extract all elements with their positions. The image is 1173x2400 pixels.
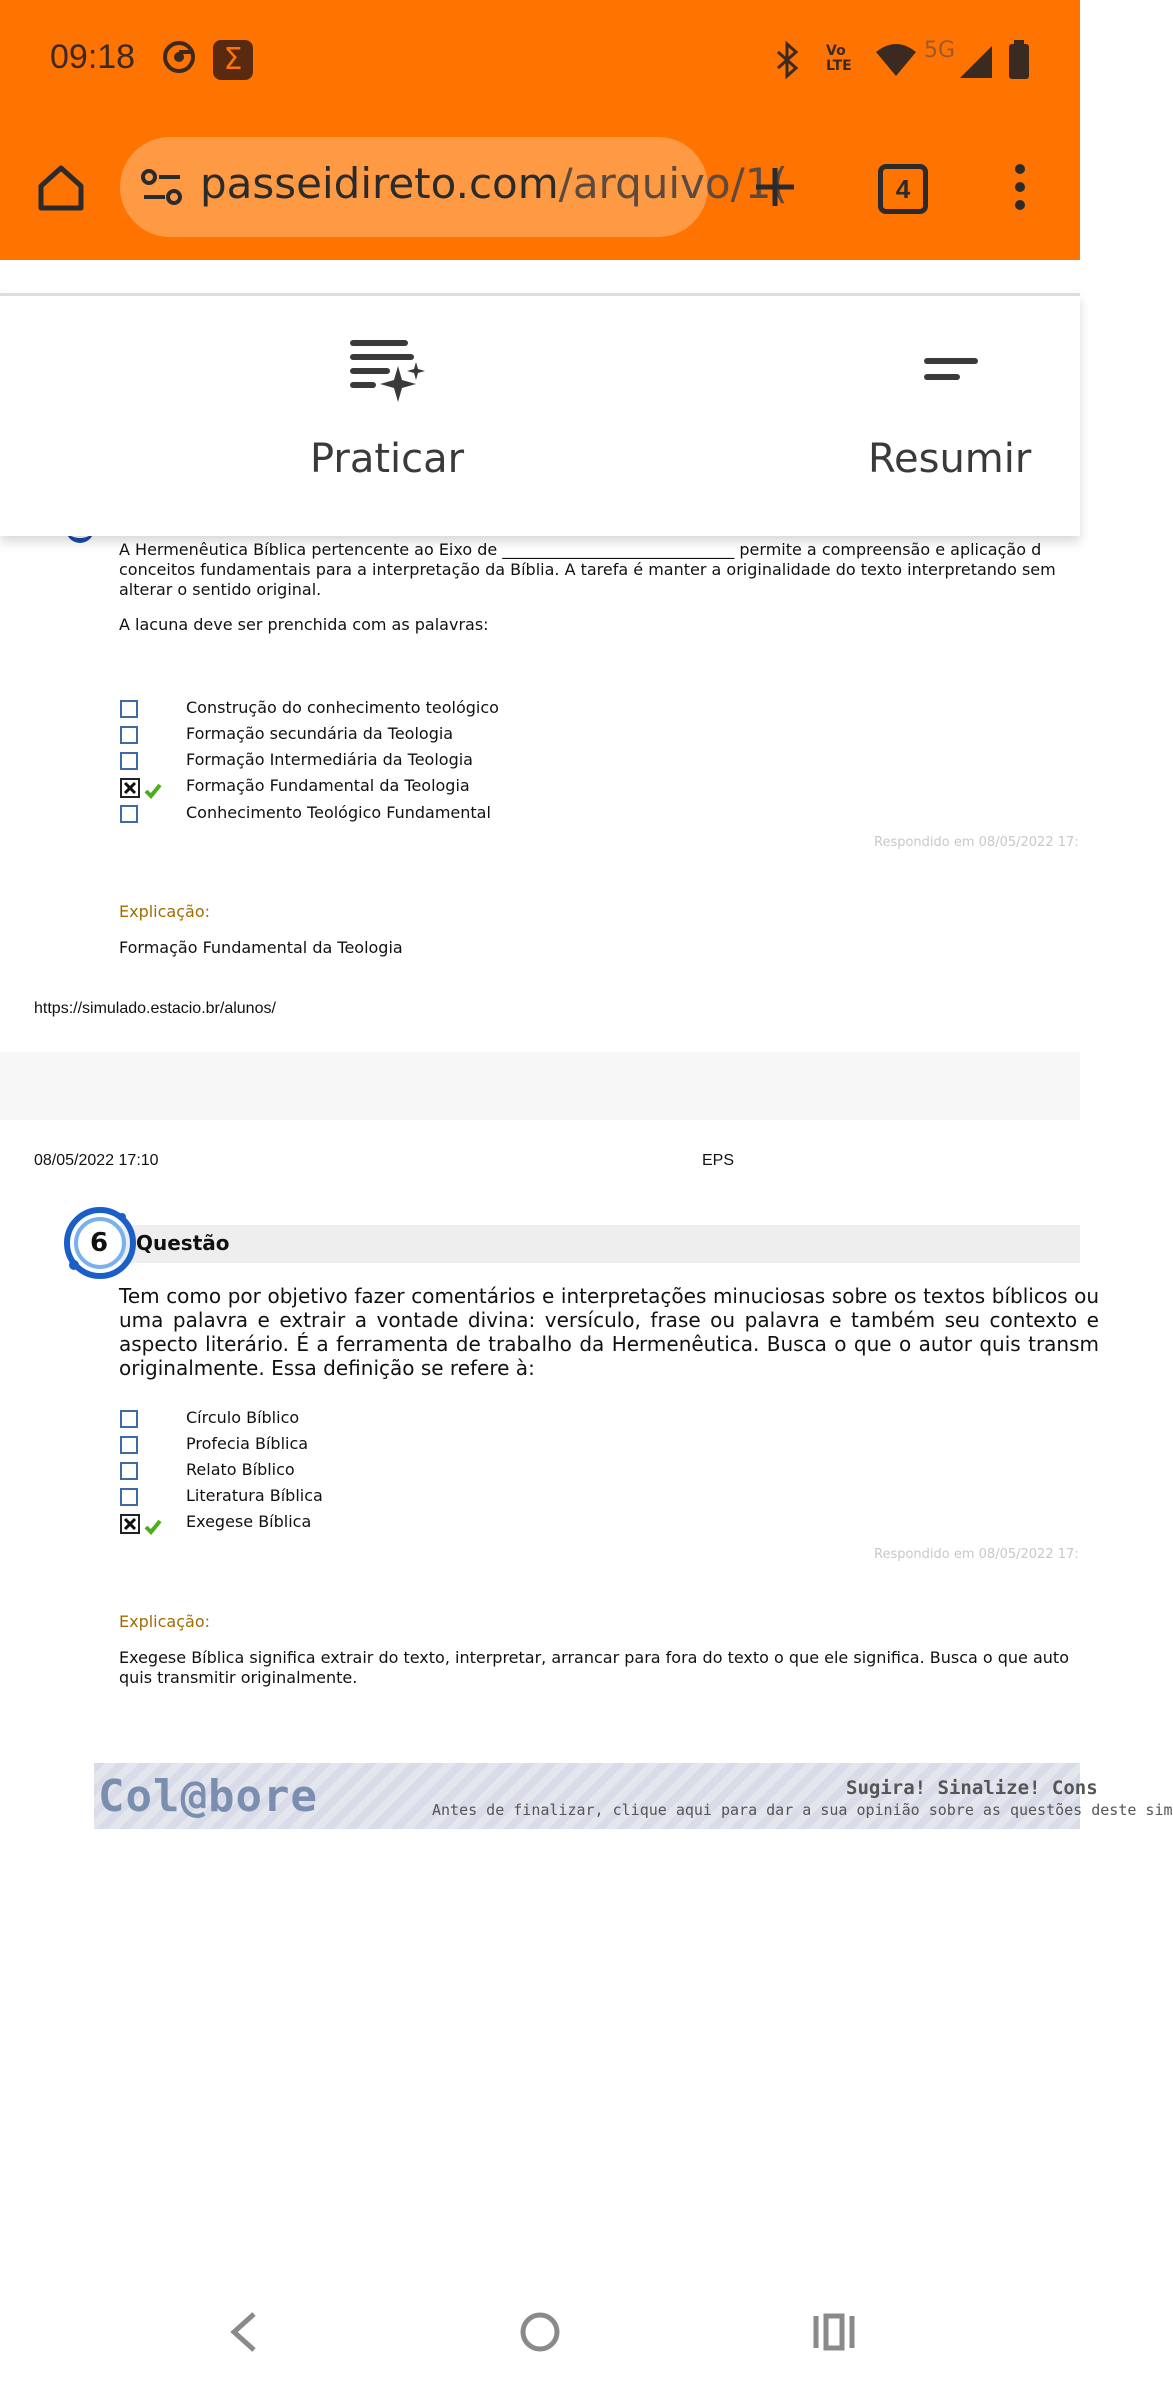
summarize-icon bbox=[922, 356, 982, 386]
url-path: /arquivo/1( bbox=[558, 159, 788, 208]
checkbox[interactable] bbox=[120, 726, 138, 744]
site-settings-icon[interactable] bbox=[140, 167, 184, 207]
home-icon[interactable] bbox=[36, 162, 86, 212]
q5-explanation-label: Explicação: bbox=[119, 902, 211, 921]
q6-options bbox=[120, 1408, 720, 1548]
colabore-logo: Col@bore bbox=[98, 1771, 318, 1822]
checkbox[interactable] bbox=[120, 805, 138, 823]
colabore-subtitle: Antes de finalizar, clique aqui para dar a sua opinião sobre as questões deste sim bbox=[432, 1801, 1173, 1819]
colabore-title: Sugira! Sinalize! Cons bbox=[846, 1777, 1098, 1799]
correct-check-icon bbox=[144, 782, 162, 798]
practice-icon bbox=[348, 336, 428, 406]
q5-answered-at: Respondido em 08/05/2022 17: bbox=[874, 835, 1079, 850]
option-label: Círculo Bíblico bbox=[186, 1408, 300, 1427]
checkbox[interactable] bbox=[120, 1436, 138, 1454]
checkbox[interactable] bbox=[120, 1410, 138, 1428]
signal-icon bbox=[958, 44, 994, 80]
option-label: Formação Intermediária da Teologia bbox=[186, 750, 473, 769]
practice-label: Praticar bbox=[310, 436, 465, 482]
q6-answered-at: Respondido em 08/05/2022 17: bbox=[874, 1547, 1079, 1562]
tab-count: 4 bbox=[895, 174, 911, 204]
tab-switcher-button[interactable] bbox=[878, 164, 928, 214]
q6-number: 6 bbox=[90, 1228, 109, 1258]
option-label: Exegese Bíblica bbox=[186, 1512, 312, 1531]
page-header-datetime: 08/05/2022 17:10 bbox=[34, 1152, 159, 1169]
option-label: Conhecimento Teológico Fundamental bbox=[186, 803, 491, 822]
q6-text: Tem como por objetivo fazer comentários e interpretações minuciosas sobre os textos bíblicos ou uma palavra e extrair a vontade divina: versículo, frase ou palavra e também seu contexto e aspecto literário. É a ferramenta de trabalho da Hermenêutica. Busca o que o autor quis transm originalmente. Essa definição se refere à: bbox=[119, 1284, 1099, 1380]
address-bar[interactable] bbox=[120, 137, 788, 237]
q5-text: A Hermenêutica Bíblica pertencente ao Eixo de _____________________________ permite a compreensão e aplicação d conceitos fundamentais para a interpretação da Bíblia. A tarefa é manter a originalidade do texto interpretando sem alterar o sentido original. bbox=[119, 540, 1056, 599]
page-break bbox=[0, 1052, 1080, 1120]
home-nav-icon[interactable] bbox=[518, 2310, 562, 2354]
correct-check-icon bbox=[144, 1518, 162, 1534]
chrome-icon bbox=[162, 40, 196, 74]
checkbox[interactable] bbox=[120, 752, 138, 770]
colabore-banner[interactable] bbox=[94, 1763, 1173, 1829]
option-label: Formação secundária da Teologia bbox=[186, 724, 454, 743]
option-label: Relato Bíblico bbox=[186, 1460, 295, 1479]
option-label: Profecia Bíblica bbox=[186, 1434, 309, 1453]
checked-checkbox-icon[interactable] bbox=[120, 778, 140, 798]
practice-button[interactable] bbox=[290, 336, 490, 516]
more-options-icon[interactable] bbox=[1010, 162, 1030, 212]
summarize-label: Resumir bbox=[868, 436, 1032, 482]
status-time: 09:18 bbox=[50, 38, 136, 76]
option-label: Formação Fundamental da Teologia bbox=[186, 776, 470, 795]
checkbox[interactable] bbox=[120, 1462, 138, 1480]
url-text bbox=[200, 159, 788, 208]
q6-explanation-label: Explicação: bbox=[119, 1612, 211, 1631]
q6-heading-bar bbox=[120, 1225, 1080, 1263]
volte-icon: Vo LTE bbox=[826, 43, 852, 74]
sigma-app-icon: Σ bbox=[213, 40, 253, 80]
page-footer-url: https://simulado.estacio.br/alunos/ bbox=[34, 1000, 276, 1017]
page-header-center: EPS bbox=[702, 1152, 735, 1169]
q6-explanation: Exegese Bíblica significa extrair do texto, interpretar, arrancar para fora do texto o que ele significa. Busca o que auto quis transmitir originalmente. bbox=[119, 1648, 1069, 1687]
wifi-icon bbox=[874, 42, 918, 78]
q6-heading: Questão bbox=[136, 1231, 230, 1255]
checked-checkbox-icon[interactable] bbox=[120, 1514, 140, 1534]
option-label: Literatura Bíblica bbox=[186, 1486, 323, 1505]
action-panel bbox=[0, 293, 1080, 536]
q5-explanation: Formação Fundamental da Teologia bbox=[119, 938, 403, 957]
checkbox[interactable] bbox=[120, 700, 138, 718]
q5-options bbox=[120, 698, 720, 838]
url-host: passeidireto.com bbox=[200, 159, 559, 208]
back-nav-icon[interactable] bbox=[226, 2310, 262, 2354]
new-tab-icon[interactable] bbox=[752, 164, 798, 210]
q5-prompt: A lacuna deve ser prenchida com as palavras: bbox=[119, 615, 489, 634]
network-type: 5G bbox=[924, 38, 956, 63]
bluetooth-icon bbox=[772, 42, 802, 78]
checkbox[interactable] bbox=[120, 1488, 138, 1506]
browser-toolbar bbox=[0, 0, 1080, 260]
battery-icon bbox=[1008, 40, 1030, 80]
summarize-button[interactable] bbox=[860, 336, 1080, 516]
recents-nav-icon[interactable] bbox=[812, 2310, 856, 2354]
option-label: Construção do conhecimento teológico bbox=[186, 698, 499, 717]
